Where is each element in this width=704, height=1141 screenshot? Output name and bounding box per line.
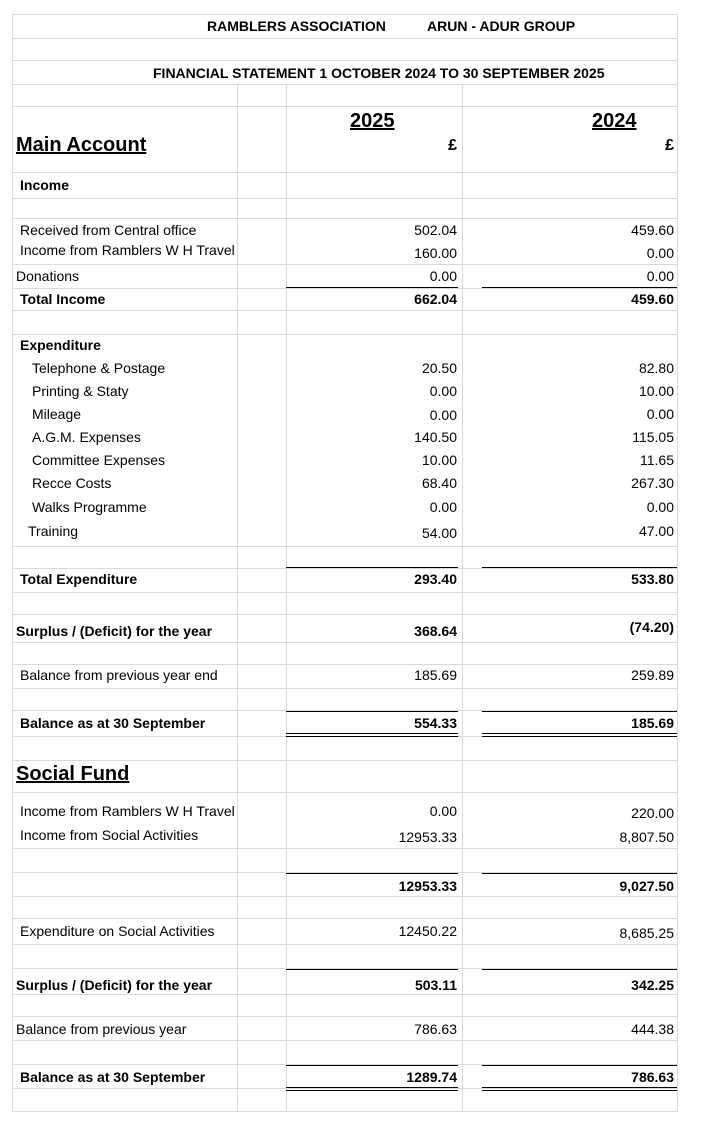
social-income-2024: 8,807.50 xyxy=(619,829,674,845)
expense-label: Training xyxy=(28,523,79,539)
income-label: Income from Ramblers W H Travel xyxy=(20,242,235,258)
expenditure-heading: Expenditure xyxy=(20,337,101,353)
social-income-2025: 12953.33 xyxy=(398,829,457,845)
expense-2024: 82.80 xyxy=(638,360,674,376)
expense-2025: 0.00 xyxy=(429,383,457,399)
social-expenditure-label: Expenditure on Social Activities xyxy=(20,923,215,939)
social-surplus-2025: 503.11 xyxy=(414,977,457,993)
double-underline xyxy=(286,733,458,737)
grid-line xyxy=(12,568,678,569)
column-year-current: 2025 xyxy=(350,110,395,132)
income-heading: Income xyxy=(20,177,70,193)
expense-2024: 0.00 xyxy=(646,499,674,515)
grid-line xyxy=(12,1111,678,1112)
expense-label: Telephone & Postage xyxy=(32,360,166,376)
social-balance-end-2025: 1289.74 xyxy=(406,1069,457,1085)
income-2024: 0.00 xyxy=(646,245,674,261)
subtotal-rule xyxy=(286,711,458,712)
expense-2025: 140.50 xyxy=(414,429,457,445)
subtotal-rule xyxy=(286,287,458,288)
social-income-label: Income from Social Activities xyxy=(20,827,199,843)
total-income-2024: 459.60 xyxy=(631,291,674,307)
double-underline xyxy=(482,733,677,737)
subtotal-rule xyxy=(482,287,677,288)
grid-line xyxy=(12,334,678,335)
grid-line xyxy=(12,14,678,15)
expense-2025: 0.00 xyxy=(429,407,457,423)
total-expenditure-2025: 293.40 xyxy=(414,571,457,587)
social-income-label: Income from Ramblers W H Travel xyxy=(20,803,235,819)
social-income-total-2025: 12953.33 xyxy=(398,878,457,894)
grid-line xyxy=(12,896,678,897)
grid-line xyxy=(12,106,678,107)
expense-label: Committee Expenses xyxy=(32,452,166,468)
expense-2025: 54.00 xyxy=(421,525,457,541)
surplus-label: Surplus / (Deficit) for the year xyxy=(16,623,213,639)
social-expenditure-2025: 12450.22 xyxy=(398,923,457,939)
income-2024: 459.60 xyxy=(631,222,674,238)
subtotal-rule xyxy=(286,567,458,568)
total-expenditure-2024: 533.80 xyxy=(631,571,674,587)
grid-line xyxy=(12,848,678,849)
grid-line xyxy=(12,994,678,995)
social-surplus-2024: 342.25 xyxy=(631,977,674,993)
statement-title: FINANCIAL STATEMENT 1 OCTOBER 2024 TO 30 SEPTEMBER 2025 xyxy=(153,65,605,81)
subtotal-rule xyxy=(482,1065,677,1066)
grid-line xyxy=(12,546,678,547)
balance-end-2024: 185.69 xyxy=(631,715,674,731)
grid-line xyxy=(12,218,678,219)
subtotal-rule xyxy=(286,1065,458,1066)
expense-label: Recce Costs xyxy=(32,475,112,491)
grid-line xyxy=(12,792,678,793)
grid-line xyxy=(12,664,678,665)
grid-line xyxy=(12,84,678,85)
subtotal-rule xyxy=(482,711,677,712)
currency-previous: £ xyxy=(665,137,674,154)
org-name: RAMBLERS ASSOCIATION xyxy=(207,18,386,34)
balance-prev-2024: 259.89 xyxy=(631,667,674,683)
currency-current: £ xyxy=(448,137,457,154)
expense-label: Printing & Staty xyxy=(32,383,129,399)
social-expenditure-2024: 8,685.25 xyxy=(619,925,674,941)
grid-line xyxy=(12,14,13,1112)
subtotal-rule xyxy=(482,969,677,970)
grid-line xyxy=(12,944,678,945)
double-underline xyxy=(286,1087,458,1091)
surplus-2025: 368.64 xyxy=(414,623,457,639)
grid-line xyxy=(237,84,238,1112)
grid-line xyxy=(12,918,678,919)
income-2025: 0.00 xyxy=(429,268,457,284)
grid-line xyxy=(12,38,678,39)
grid-line xyxy=(12,592,678,593)
social-balance-prev-2024: 444.38 xyxy=(631,1021,674,1037)
social-balance-end-label: Balance as at 30 September xyxy=(20,1069,206,1085)
social-fund-title: Social Fund xyxy=(16,763,130,785)
expense-2025: 68.40 xyxy=(421,475,457,491)
grid-line xyxy=(286,84,287,1112)
social-surplus-label: Surplus / (Deficit) for the year xyxy=(16,977,213,993)
grid-line xyxy=(12,172,678,173)
grid-line xyxy=(12,288,678,289)
grid-line xyxy=(12,264,678,265)
income-2025: 160.00 xyxy=(414,245,457,261)
social-balance-prev-2025: 786.63 xyxy=(414,1021,457,1037)
column-year-previous: 2024 xyxy=(592,110,637,132)
expense-2025: 0.00 xyxy=(429,499,457,515)
grid-line xyxy=(677,14,678,1112)
surplus-2024: (74.20) xyxy=(629,619,674,635)
social-balance-end-2024: 786.63 xyxy=(631,1069,674,1085)
grid-line xyxy=(12,1040,678,1041)
grid-line xyxy=(12,198,678,199)
expense-label: A.G.M. Expenses xyxy=(32,429,141,445)
income-2025: 502.04 xyxy=(414,222,457,238)
expense-2024: 10.00 xyxy=(638,383,674,399)
grid-line xyxy=(12,60,678,61)
income-label: Donations xyxy=(16,268,80,284)
income-label: Received from Central office xyxy=(20,222,197,238)
balance-end-2025: 554.33 xyxy=(414,715,457,731)
total-income-2025: 662.04 xyxy=(414,291,457,307)
grid-line xyxy=(12,310,678,311)
expense-2024: 115.05 xyxy=(632,429,674,445)
expense-2025: 20.50 xyxy=(421,360,457,376)
total-income-label: Total Income xyxy=(20,291,106,307)
grid-line xyxy=(12,760,678,761)
expense-2024: 267.30 xyxy=(631,475,674,491)
grid-line xyxy=(462,84,463,1112)
grid-line xyxy=(12,688,678,689)
expense-2024: 0.00 xyxy=(646,406,674,422)
social-income-total-2024: 9,027.50 xyxy=(619,878,674,894)
subtotal-rule xyxy=(482,567,677,568)
social-income-2024: 220.00 xyxy=(631,805,674,821)
grid-line xyxy=(12,614,678,615)
grid-line xyxy=(12,1016,678,1017)
social-balance-prev-label: Balance from previous year xyxy=(16,1021,187,1037)
balance-prev-label: Balance from previous year end xyxy=(20,667,218,683)
double-underline xyxy=(482,1087,677,1091)
total-expenditure-label: Total Expenditure xyxy=(20,571,138,587)
balance-prev-2025: 185.69 xyxy=(414,667,457,683)
expense-label: Mileage xyxy=(32,406,82,422)
subtotal-rule xyxy=(286,969,458,970)
balance-end-label: Balance as at 30 September xyxy=(20,715,206,731)
expense-2025: 10.00 xyxy=(421,452,457,468)
expense-2024: 47.00 xyxy=(638,523,674,539)
grid-line xyxy=(12,642,678,643)
subtotal-rule xyxy=(482,873,677,874)
expense-label: Walks Programme xyxy=(32,499,147,515)
social-income-2025: 0.00 xyxy=(429,803,457,819)
group-name: ARUN - ADUR GROUP xyxy=(427,18,576,34)
income-2024: 0.00 xyxy=(646,268,674,284)
main-account-title: Main Account xyxy=(16,134,147,156)
subtotal-rule xyxy=(286,873,458,874)
expense-2024: 11.65 xyxy=(640,452,674,468)
